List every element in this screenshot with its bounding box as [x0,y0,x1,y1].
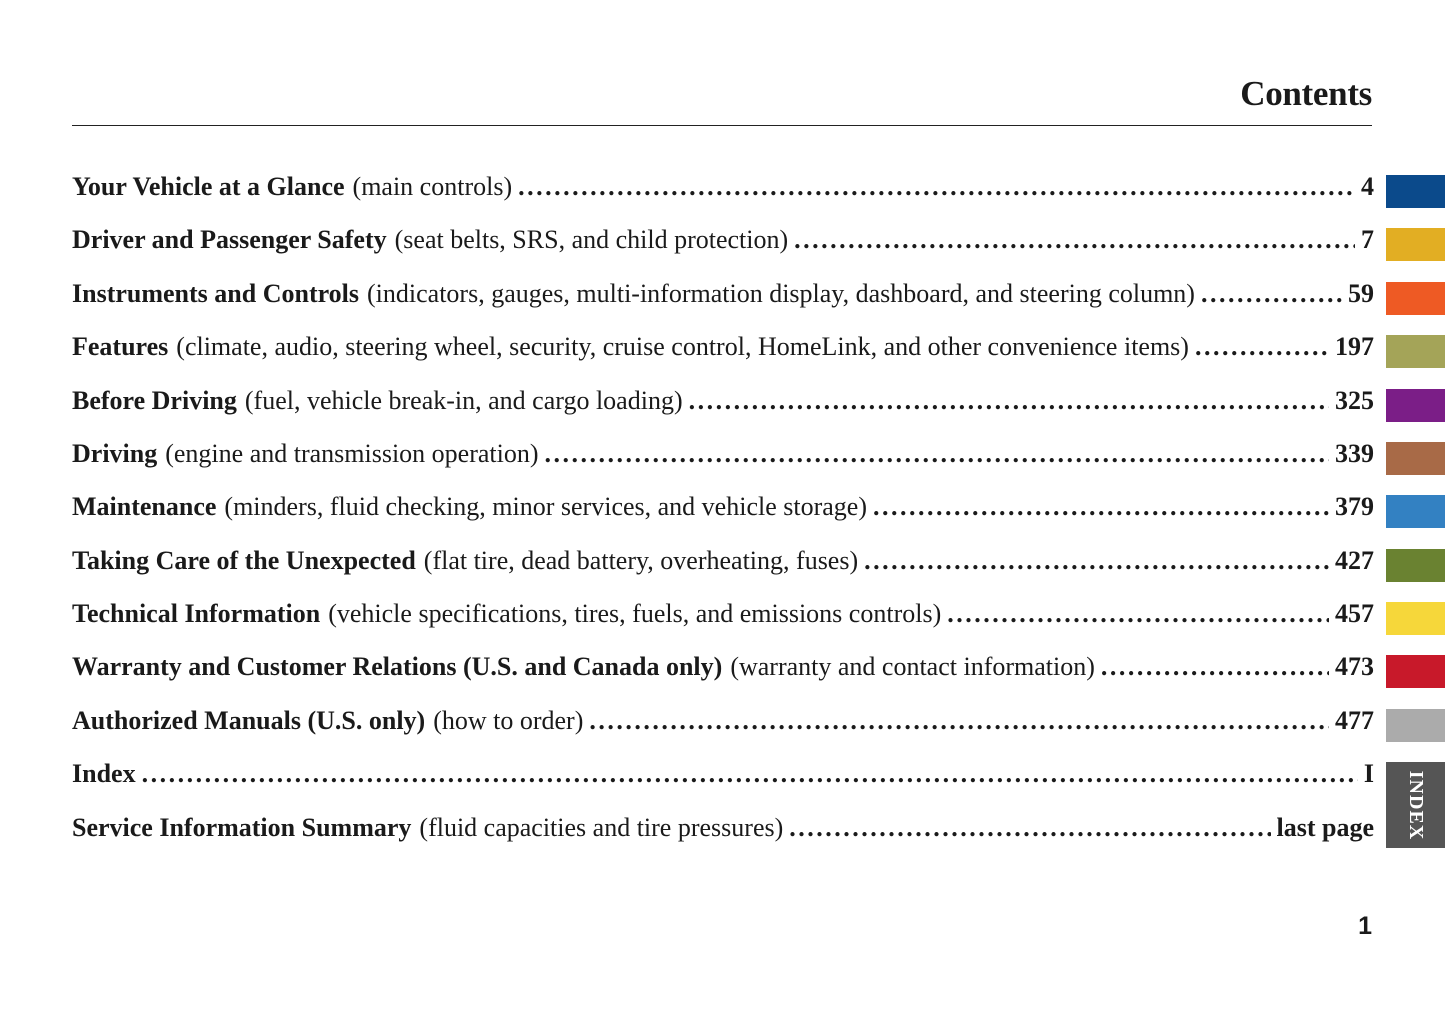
toc-page-number: 379 [1335,492,1374,521]
dot-leader [1201,279,1342,309]
page-number: 1 [1358,912,1372,940]
dot-leader [518,172,1355,202]
toc-page-number: 7 [1361,225,1374,254]
dot-leader [794,225,1355,255]
toc-page-number: 473 [1335,652,1374,681]
toc-entry-driving[interactable] [72,439,1374,479]
toc-section-description: (indicators, gauges, multi-information display, dashboard, and steering column) [367,279,1195,308]
dot-leader [947,599,1329,629]
toc-page-number: 427 [1335,546,1374,575]
toc-section-description: (minders, fluid checking, minor services, and vehicle storage) [224,492,867,521]
toc-entry-before-driving[interactable] [72,386,1374,426]
toc-section-description: (how to order) [433,706,584,735]
toc-section-title: Technical Information [72,599,321,628]
dot-leader [589,706,1329,736]
toc-entry-taking-care-of-the-unexpected[interactable] [72,546,1374,586]
toc-section-title: Driving [72,439,158,468]
toc-section-description: (fuel, vehicle break-in, and cargo loading) [244,386,683,415]
section-tab-driving[interactable] [1386,442,1445,475]
section-tab-technical-information[interactable] [1386,602,1445,635]
toc-section-title: Before Driving [72,386,237,415]
toc-entry-your-vehicle-at-a-glance[interactable] [72,172,1374,212]
toc-entry-service-information-summary[interactable] [72,813,1374,853]
toc-entry-index[interactable] [72,759,1374,799]
toc-page-number: 197 [1335,332,1374,361]
dot-leader [689,386,1329,416]
toc-entry-maintenance[interactable] [72,492,1374,532]
toc-entry-technical-information[interactable] [72,599,1374,639]
toc-page-number: 477 [1335,706,1374,735]
section-tab-before-driving[interactable] [1386,389,1445,422]
toc-page-number: last page [1276,813,1374,842]
toc-section-title: Features [72,332,169,361]
toc-section-description: (main controls) [352,172,513,201]
section-tab-warranty-and-customer-relations[interactable] [1386,655,1445,688]
section-tab-features[interactable] [1386,335,1445,368]
section-tab-driver-and-passenger-safety[interactable] [1386,228,1445,261]
dot-leader [864,546,1329,576]
toc-entry-features[interactable] [72,332,1374,372]
toc-section-description: (vehicle specifications, tires, fuels, and emissions controls) [328,599,942,628]
toc-page-number: 457 [1335,599,1374,628]
toc-page-number: 339 [1335,439,1374,468]
toc-entry-warranty-and-customer-relations[interactable] [72,652,1374,692]
dot-leader [1195,332,1329,362]
toc-page-number: 4 [1361,172,1374,201]
section-tab-your-vehicle-at-a-glance[interactable] [1386,175,1445,208]
toc-section-description: (flat tire, dead battery, overheating, fuses) [423,546,859,575]
toc-page-number: 325 [1335,386,1374,415]
section-tab-taking-care-of-the-unexpected[interactable] [1386,549,1445,582]
toc-section-description: (climate, audio, steering wheel, security, cruise control, HomeLink, and other convenience items) [176,332,1189,361]
toc-section-title: Your Vehicle at a Glance [72,172,345,201]
dot-leader [873,492,1329,522]
index-tab[interactable] [1386,762,1445,848]
toc-section-description: (warranty and contact information) [730,652,1095,681]
dot-leader [789,813,1270,843]
toc-section-description: (fluid capacities and tire pressures) [419,813,784,842]
toc-section-title: Authorized Manuals (U.S. only) [72,706,426,735]
dot-leader [545,439,1329,469]
toc-section-title: Driver and Passenger Safety [72,225,387,254]
dot-leader [1101,652,1329,682]
toc-entry-authorized-manuals[interactable] [72,706,1374,746]
toc-section-title: Maintenance [72,492,217,521]
toc-section-title: Warranty and Customer Relations (U.S. and Canada only) [72,652,723,681]
section-tab-maintenance[interactable] [1386,495,1445,528]
toc-section-title: Index [72,759,136,788]
toc-section-title: Taking Care of the Unexpected [72,546,416,575]
section-tab-instruments-and-controls[interactable] [1386,282,1445,315]
section-tab-authorized-manuals[interactable] [1386,709,1445,742]
toc-section-description: (seat belts, SRS, and child protection) [394,225,789,254]
page-title: Contents [1240,74,1372,113]
toc-section-title: Service Information Summary [72,813,412,842]
toc-entry-driver-and-passenger-safety[interactable] [72,225,1374,265]
toc-entry-instruments-and-controls[interactable] [72,279,1374,319]
toc-page-number: 59 [1348,279,1374,308]
index-tab-label: INDEX [1405,770,1428,840]
toc-section-description: (engine and transmission operation) [165,439,539,468]
dot-leader [142,759,1358,789]
toc-page-number: I [1363,759,1374,788]
toc-section-title: Instruments and Controls [72,279,360,308]
